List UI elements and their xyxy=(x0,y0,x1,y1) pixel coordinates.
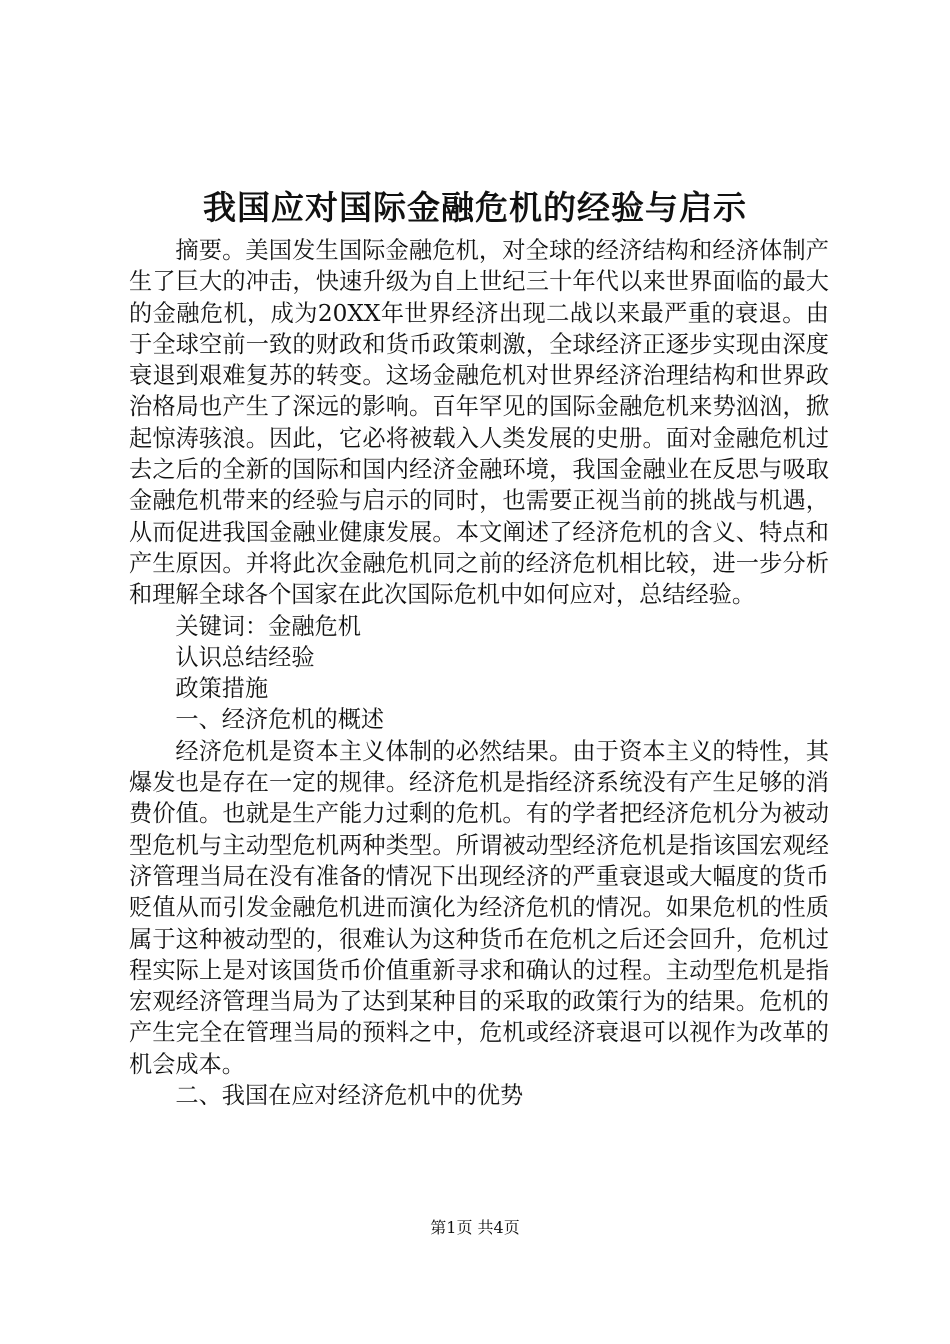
document-body xyxy=(129,235,829,1111)
keyword-item: 政策措施 xyxy=(175,675,269,703)
abstract-paragraph: 摘要。美国发生国际金融危机，对全球的经济结构和经济体制产生了巨大的冲击，快速升级为自上世纪三十年代以来世界面临的最大的金融危机，成为20XX年世界经济出现二战以来最严重的衰退。由于全球空前一致的财政和货币政策刺激，全球经济正逐步实现由深度衰退到艰难复苏的转变。这场金融危机对世界经济治理结构和世界政治格局也产生了深远的影响。百年罕见的国际金融危机来势汹汹，掀起惊涛骇浪。因此，它必将被载入人类发展的史册。面对金融危机过去之后的全新的国际和国内经济金融环境，我国金融业在反思与吸取金融危机带来的经验与启示的同时，也需要正视当前的挑战与机遇，从而促进我国金融业健康发展。本文阐述了经济危机的含义、特点和产生原因。并将此次金融危机同之前的经济危机相比较，进一步分析和理解全球各个国家在此次国际危机中如何应对，总结经验。 xyxy=(129,237,829,609)
page-number: 第1页 共4页 xyxy=(430,1218,520,1237)
document-title: 我国应对国际金融危机的经验与启示 xyxy=(203,188,747,227)
section-heading: 二、我国在应对经济危机中的优势 xyxy=(175,1082,524,1110)
body-paragraph: 经济危机是资本主义体制的必然结果。由于资本主义的特性，其爆发也是存在一定的规律。经济危机是指经济系统没有产生足够的消费价值。也就是生产能力过剩的危机。有的学者把经济危机分为被动型危机与主动型危机两种类型。所谓被动型经济危机是指该国宏观经济管理当局在没有准备的情况下出现经济的严重衰退或大幅度的货币贬值从而引发金融危机进而演化为经济危机的情况。如果危机的性质属于这种被动型的，很难认为这种货币在危机之后还会回升，危机过程实际上是对该国货币价值重新寻求和确认的过程。主动型危机是指宏观经济管理当局为了达到某种目的采取的政策行为的结果。危机的产生完全在管理当局的预料之中，危机或经济衰退可以视作为改革的机会成本。 xyxy=(129,737,829,1078)
keyword-item: 认识总结经验 xyxy=(175,643,315,671)
keywords-line: 关键词：金融危机 xyxy=(175,612,361,640)
section-heading: 一、经济危机的概述 xyxy=(175,706,385,734)
